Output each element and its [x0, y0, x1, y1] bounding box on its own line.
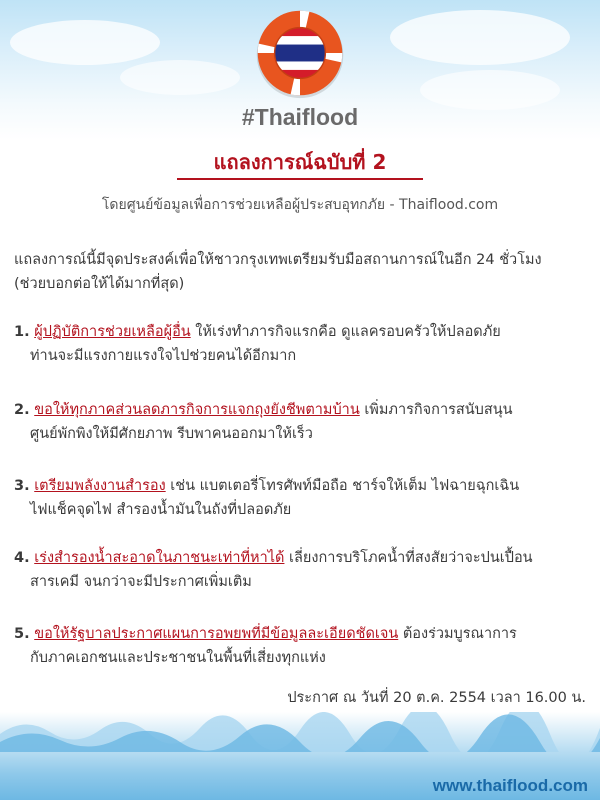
page-title: แถลงการณ์ฉบับที่ 2: [213, 150, 387, 174]
item-number: 3.: [14, 478, 30, 494]
item-text: เลี่ยงการบริโภคน้ำที่สงสัยว่าจะปนเปื้อน: [284, 550, 533, 566]
list-item: [14, 546, 589, 594]
item-continuation: กับภาคเอกชนและประชาชนในพื้นที่เสี่ยงทุกแห่ง: [30, 650, 326, 666]
item-text: ให้เร่งทำภารกิจแรกคือ ดูแลครอบครัวให้ปลอดภัย: [190, 324, 501, 340]
intro-line: แถลงการณ์นี้มีจุดประสงค์เพื่อให้ชาวกรุงเทพเตรียมรับมือสถานการณ์ในอีก 24 ชั่วโมง: [14, 252, 542, 268]
item-number: 1.: [14, 324, 30, 340]
item-text: เช่น แบตเตอรี่โทรศัพท์มือถือ ชาร์จให้เต็ม ไฟฉายฉุกเฉิน: [165, 478, 520, 494]
item-continuation: ศูนย์พักพิงให้มีศักยภาพ รีบพาคนออกมาให้เร็ว: [30, 426, 313, 442]
cloud: [390, 10, 570, 65]
list-item: [14, 622, 589, 670]
item-number: 4.: [14, 550, 30, 566]
intro-paragraph: [14, 248, 589, 296]
list-item: [14, 320, 589, 368]
item-number: 2.: [14, 402, 30, 418]
title-underline: [177, 178, 423, 180]
cloud: [10, 20, 160, 65]
item-highlight: ผู้ปฏิบัติการช่วยเหลือผู้อื่น: [34, 324, 191, 340]
wave-splash: [0, 712, 600, 752]
item-continuation: ไฟแช็คจุดไฟ สำรองน้ำมันในถังที่ปลอดภัย: [30, 502, 292, 518]
item-continuation: สารเคมี จนกว่าจะมีประกาศเพิ่มเติม: [30, 574, 252, 590]
announcement-date: ประกาศ ณ วันที่ 20 ต.ค. 2554 เวลา 16.00 น.: [287, 690, 586, 706]
cloud: [120, 60, 240, 95]
item-highlight: ขอให้รัฐบาลประกาศแผนการอพยพที่มีข้อมูลละเอียดชัดเจน: [34, 626, 399, 642]
item-number: 5.: [14, 626, 30, 642]
item-text: เพิ่มภารกิจการสนับสนุน: [359, 402, 513, 418]
item-continuation: ท่านจะมีแรงกายแรงใจไปช่วยคนได้อีกมาก: [30, 348, 297, 364]
website-link[interactable]: www.thaiflood.com: [432, 776, 588, 795]
hashtag-logo: #Thaiflood: [241, 104, 359, 130]
item-text: ต้องร่วมบูรณาการ: [398, 626, 517, 642]
item-highlight: ขอให้ทุกภาคส่วนลดภารกิจการแจกถุงยังชีพตามบ้าน: [34, 402, 360, 418]
list-item: [14, 398, 589, 446]
item-highlight: เตรียมพลังงานสำรอง: [34, 478, 166, 494]
page-subtitle: โดยศูนย์ข้อมูลเพื่อการช่วยเหลือผู้ประสบอุทกภัย - Thaiflood.com: [101, 197, 499, 213]
list-item: [14, 474, 589, 522]
lifebuoy-flag-icon: [253, 6, 347, 100]
item-highlight: เร่งสำรองน้ำสะอาดในภาชนะเท่าที่หาได้: [34, 550, 285, 566]
intro-line: (ช่วยบอกต่อให้ได้มากที่สุด): [14, 276, 185, 292]
